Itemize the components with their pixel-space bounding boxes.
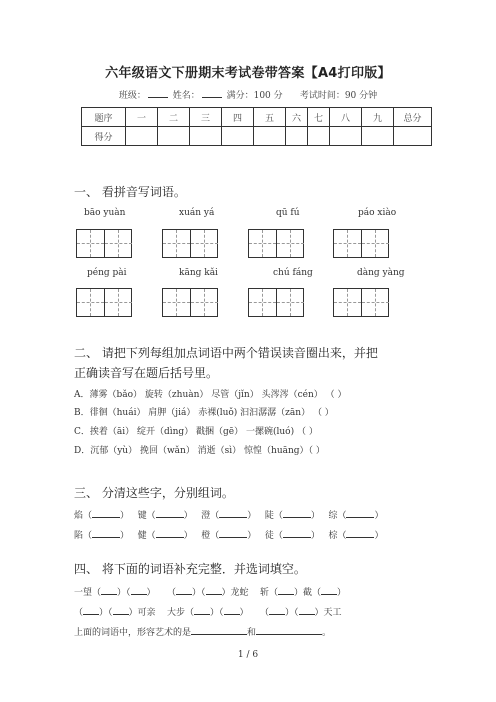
page-number: 1 / 6	[237, 650, 259, 660]
writing-grid[interactable]	[333, 229, 389, 258]
question-item-a: A．薄雾（bǎo） 旋转（zhuàn） 尽管（jǐn） 头涔涔（cén） （ ）	[74, 390, 347, 400]
word-prompt: 陡（	[264, 511, 283, 521]
writing-grid[interactable]	[162, 288, 218, 317]
answer-blank[interactable]	[278, 594, 294, 595]
answer-blank[interactable]	[191, 634, 247, 635]
question-item-c: C．挨着（āi） 绽开（dìng） 戳捆（gē） 一摞碗(luó) （ ）	[74, 427, 318, 437]
word-prompt: 棕（	[328, 531, 347, 541]
score-cell: 八	[330, 108, 362, 127]
idiom-text: 一望（	[74, 588, 102, 598]
score-cell: 题序	[82, 108, 126, 127]
pinyin-label: qū fú	[276, 208, 300, 218]
answer-blank[interactable]	[156, 537, 184, 538]
answer-blank[interactable]	[256, 634, 322, 635]
score-input-cell[interactable]	[222, 127, 254, 146]
score-table	[81, 107, 432, 146]
pinyin-label: dàng yàng	[357, 268, 405, 278]
word-prompt: 徒（	[264, 531, 283, 541]
writing-grid[interactable]	[162, 229, 218, 258]
answer-blank[interactable]	[176, 594, 192, 595]
answer-blank[interactable]	[283, 517, 311, 518]
score-cell: 总分	[394, 108, 432, 127]
idiom-text: ）（	[117, 588, 131, 598]
full-score: 满分：100 分	[226, 91, 283, 101]
page-title: 六年级语文下册期末考试卷带答案【A4打印版】	[105, 66, 391, 81]
score-cell: 一	[126, 108, 158, 127]
idiom-text: 斩（	[260, 588, 279, 598]
answer-blank[interactable]	[194, 614, 210, 615]
pinyin-label: péng pài	[87, 268, 127, 278]
writing-grid[interactable]	[248, 288, 304, 317]
answer-blank[interactable]	[92, 537, 120, 538]
class-blank[interactable]	[148, 97, 168, 98]
score-input-cell[interactable]	[126, 127, 158, 146]
exam-time: 考试时间：90 分钟	[299, 91, 378, 101]
answer-blank[interactable]	[83, 614, 99, 615]
answer-blank[interactable]	[156, 517, 184, 518]
idiom-row-1	[74, 585, 346, 598]
word-prompt: 健（	[137, 531, 156, 541]
score-table-score-row	[82, 127, 432, 146]
score-input-cell[interactable]	[362, 127, 394, 146]
answer-blank[interactable]	[206, 594, 222, 595]
idiom-text: ）	[146, 588, 156, 598]
word-row-2: 陷（ ） 健（ ） 橙（ ） 徒（ ） 棕（ ）	[74, 531, 384, 541]
word-prompt: 澄（	[201, 511, 220, 521]
word-prompt: 橙（	[201, 531, 220, 541]
answer-blank[interactable]	[346, 517, 374, 518]
section1-heading: 一、 看拼音写词语。	[74, 185, 186, 199]
writing-grid[interactable]	[76, 229, 132, 258]
sentence-text: 。	[322, 628, 332, 638]
class-label: 班级：	[118, 91, 146, 101]
section3-heading: 三、 分清这些字，分别组词。	[74, 486, 234, 500]
writing-grid[interactable]	[76, 288, 132, 317]
idiom-text: 大步（	[167, 608, 195, 618]
answer-blank[interactable]	[299, 614, 315, 615]
answer-blank[interactable]	[321, 594, 337, 595]
writing-grid[interactable]	[248, 229, 304, 258]
score-cell: 九	[362, 108, 394, 127]
word-prompt: 综（	[328, 511, 347, 521]
pinyin-label: chú fáng	[273, 268, 313, 278]
sentence-text: 上面的词语中，形容艺术的是	[74, 628, 192, 638]
idiom-text: ）	[337, 588, 347, 598]
writing-grid[interactable]	[333, 288, 389, 317]
question-item-d: D．沉郁（yù） 挽回（wǎn） 消逝（sì） 惊惶（huāng）（ ）	[74, 446, 325, 456]
idiom-text: （	[74, 608, 84, 618]
answer-blank[interactable]	[283, 537, 311, 538]
score-input-cell[interactable]	[158, 127, 190, 146]
answer-blank[interactable]	[92, 517, 120, 518]
question-item-b: B．徘徊（huái） 肩胛（jiá） 赤裸(luǒ) 汩汩潺潺（zān） （ ）	[74, 408, 334, 418]
score-input-cell[interactable]	[330, 127, 362, 146]
exam-info	[0, 88, 496, 101]
pinyin-label: kāng kǎi	[179, 268, 218, 278]
word-prompt: 陷（	[74, 531, 93, 541]
idiom-text: ）可亲	[128, 608, 156, 618]
section2-heading-cont: 正确读音写在题后括号里。	[74, 366, 219, 380]
answer-blank[interactable]	[113, 614, 129, 615]
idiom-text: ）天工	[314, 608, 342, 618]
idiom-text: （	[260, 608, 270, 618]
fill-sentence	[74, 625, 331, 638]
idiom-text: ）（	[285, 608, 299, 618]
sentence-text: 和	[247, 628, 257, 638]
word-row-1: 焰（ ） 键（ ） 澄（ ） 陡（ ） 综（ ）	[74, 511, 384, 521]
answer-blank[interactable]	[346, 537, 374, 538]
idiom-text: ）（	[99, 608, 113, 618]
pinyin-label: páo xiào	[358, 208, 397, 218]
answer-blank[interactable]	[101, 594, 117, 595]
answer-blank[interactable]	[219, 537, 247, 538]
pinyin-label: bāo yuàn	[84, 208, 126, 218]
idiom-row-2	[74, 605, 342, 618]
score-cell: 五	[254, 108, 286, 127]
answer-blank[interactable]	[131, 594, 147, 595]
score-input-cell[interactable]	[190, 127, 222, 146]
answer-blank[interactable]	[224, 614, 240, 615]
name-blank[interactable]	[202, 97, 222, 98]
idiom-text: ）	[239, 608, 249, 618]
score-table-header-row	[82, 108, 432, 127]
score-cell: 六	[286, 108, 308, 127]
section4-heading: 四、 将下面的词语补充完整．并选词填空。	[74, 562, 306, 576]
score-cell: 四	[222, 108, 254, 127]
score-cell: 二	[158, 108, 190, 127]
name-label: 姓名：	[172, 91, 200, 101]
word-prompt: 焰（	[74, 511, 93, 521]
score-input-cell[interactable]	[394, 127, 432, 146]
score-input-cell[interactable]	[286, 127, 308, 146]
score-cell: 三	[190, 108, 222, 127]
score-cell: 七	[308, 108, 330, 127]
idiom-text: ）截（	[294, 588, 322, 598]
score-input-cell[interactable]	[254, 127, 286, 146]
idiom-text: ）龙蛇	[221, 588, 249, 598]
idiom-text: ）（	[210, 608, 224, 618]
score-row-label: 得分	[82, 127, 126, 146]
word-prompt: 键（	[137, 511, 156, 521]
section2-heading: 二、 请把下列每组加点词语中两个错误读音圈出来，并把	[74, 346, 378, 360]
idiom-text: （	[167, 588, 177, 598]
answer-blank[interactable]	[219, 517, 247, 518]
score-input-cell[interactable]	[308, 127, 330, 146]
idiom-text: ）（	[192, 588, 206, 598]
answer-blank[interactable]	[269, 614, 285, 615]
pinyin-label: xuán yá	[179, 208, 215, 218]
